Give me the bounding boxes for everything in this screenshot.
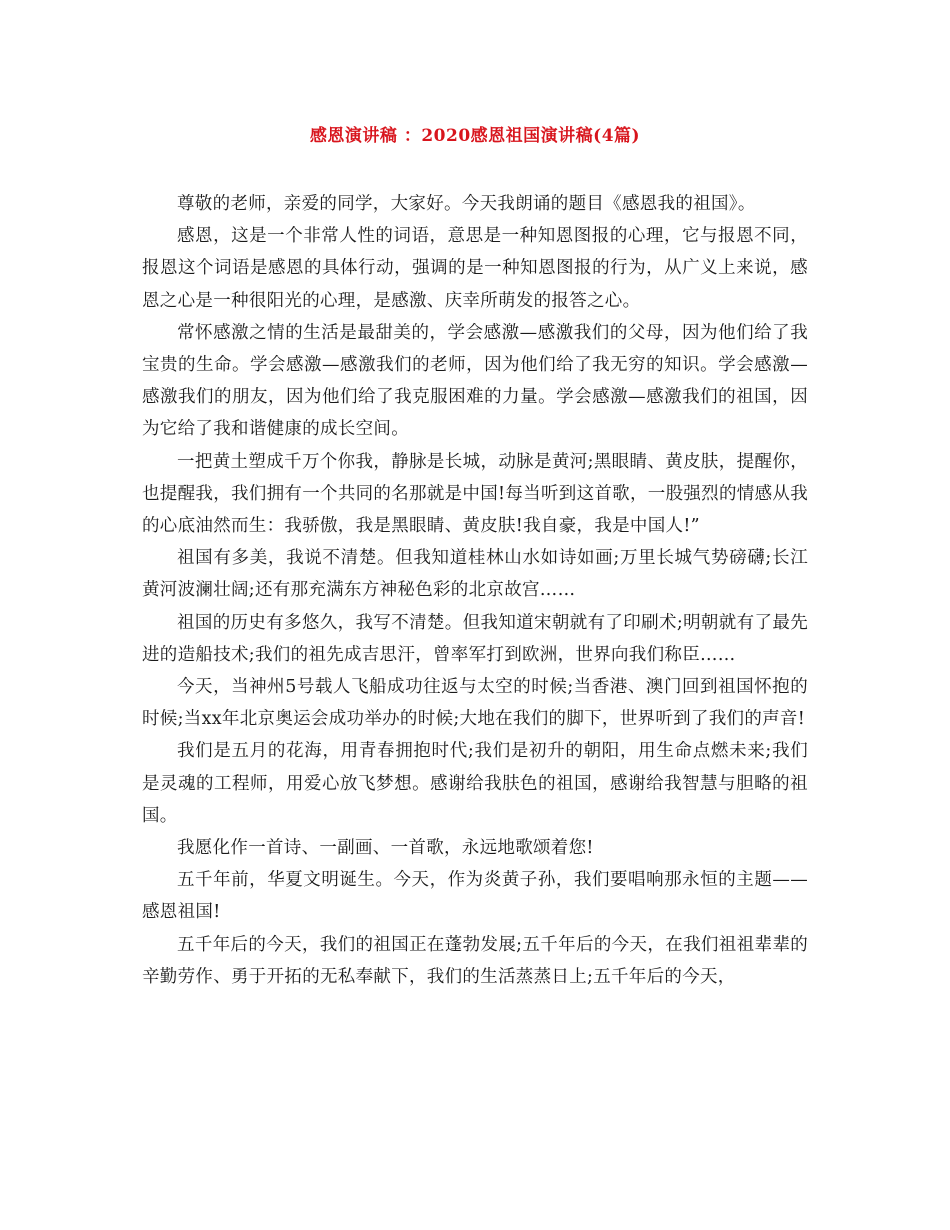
- paragraph-wish: 我愿化作一首诗、一副画、一首歌，永远地歌颂着您!: [177, 838, 594, 859]
- paragraph-five-thousand-years-later: 五千年后的今天，我们的祖国正在蓬勃发展;五千年后的今天，在我们祖祖辈辈的辛勤劳作、勇于开拓的无私奉献下，我们的生活蒸蒸日上;五千年后的今天，: [142, 934, 808, 987]
- paragraph-five-thousand-years-ago: 五千年前，华夏文明诞生。今天，作为炎黄子孙，我们要唱响那永恒的主题——感恩祖国!: [142, 870, 808, 923]
- paragraph-beauty: 祖国有多美，我说不清楚。但我知道桂林山水如诗如画;万里长城气势磅礴;长江黄河波澜壮阔;还有那充满东方神秘色彩的北京故宫……: [142, 548, 808, 601]
- paragraph-song: 一把黄土塑成千万个你我，静脉是长城，动脉是黄河;黑眼睛、黄皮肤，提醒你，也提醒我，我们拥有一个共同的名那就是中国!每当听到这首歌，一股强烈的情感从我的心底油然而生：我骄傲，我是黑眼睛、黄皮肤!我自豪，我是中国人!”: [142, 451, 808, 537]
- document-body: [142, 188, 808, 993]
- paragraph-gratitude-definition: 感恩，这是一个非常人性的词语，意思是一种知恩图报的心理，它与报恩不同，报恩这个词语是感恩的具体行动，强调的是一种知恩图报的行为，从广义上来说，感恩之心是一种很阳光的心理，是感激、庆幸所萌发的报答之心。: [142, 226, 808, 311]
- paragraph-greeting: 尊敬的老师，亲爱的同学，大家好。今天我朗诵的题目《感恩我的祖国》。: [177, 194, 756, 214]
- paragraph-today: 今天，当神州5号载人飞船成功往返与太空的时候;当香港、澳门回到祖国怀抱的时候;当xx年北京奥运会成功举办的时候;大地在我们的脚下，世界听到了我们的声音!: [142, 677, 808, 730]
- paragraph-learn-gratitude: 常怀感激之情的生活是最甜美的，学会感激—感激我们的父母，因为他们给了我宝贵的生命。学会感激—感激我们的老师，因为他们给了我无穷的知识。学会感激—感激我们的朋友，因为他们给了我克服困难的力量。学会感激—感激我们的祖国，因为它给了我和谐健康的成长空间。: [142, 322, 808, 440]
- paragraph-history: 祖国的历史有多悠久，我写不清楚。但我知道宋朝就有了印刷术;明朝就有了最先进的造船技术;我们的祖先成吉思汗，曾率军打到欧洲，世界向我们称臣……: [142, 612, 808, 665]
- document-title: 感恩演讲稿 ：2020感恩祖国演讲稿(4篇): [309, 126, 641, 146]
- paragraph-flowers: 我们是五月的花海，用青春拥抱时代;我们是初升的朝阳，用生命点燃未来;我们是灵魂的工程师，用爱心放飞梦想。感谢给我肤色的祖国，感谢给我智慧与胆略的祖国。: [142, 741, 808, 826]
